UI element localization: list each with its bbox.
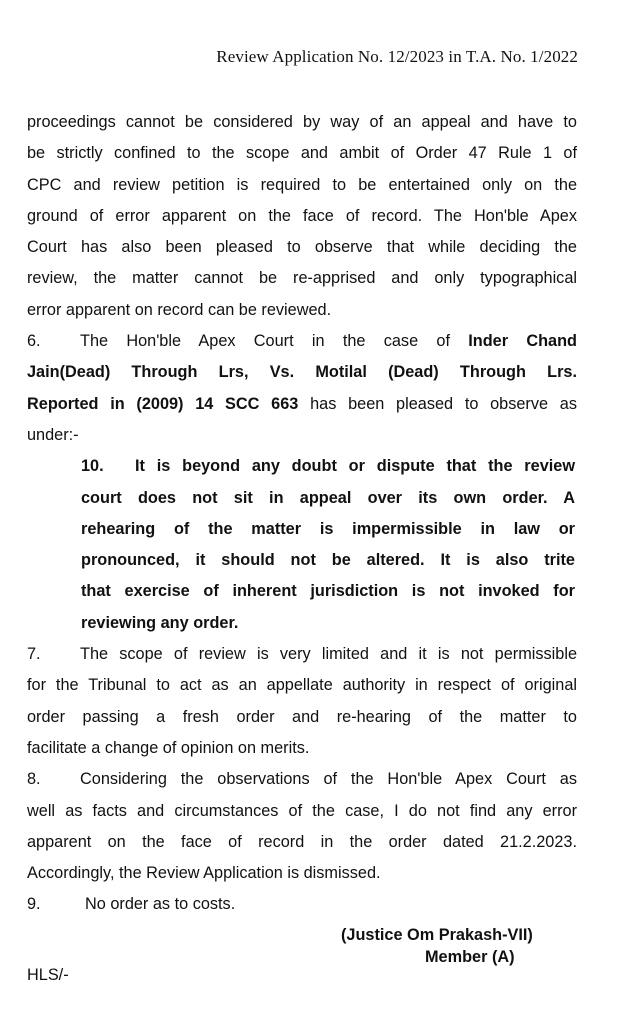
text-line: facilitate a change of opinion on merits. (27, 738, 310, 757)
order-body (27, 107, 577, 921)
text-line: be strictly confined to the scope and ambit of Order 47 Rule 1 of (27, 144, 577, 163)
text-line: ground of error apparent on the face of record. The Hon'ble Apex (27, 206, 577, 225)
paragraph-number: 9. (27, 895, 41, 914)
text-line: order passing a fresh order and re-hearing of the matter to (27, 707, 577, 726)
text-line (27, 639, 577, 670)
quote-line: rehearing of the matter is impermissible in law or (81, 519, 575, 538)
paragraph-9 (27, 889, 577, 920)
quoted-passage (81, 451, 575, 639)
text-line: proceedings cannot be considered by way of an appeal and have to (27, 113, 577, 131)
text-line: error apparent on record can be reviewed. (27, 300, 332, 319)
quote-line: that exercise of inherent jurisdiction is not invoked for (81, 582, 575, 601)
text-segment: Considering the observations of the Hon'ble Apex Court as (80, 770, 577, 789)
signature-block (341, 924, 533, 968)
quote-line (81, 451, 575, 482)
paragraph-continuation (27, 107, 577, 326)
citation-bold: Reported in (2009) 14 SCC 663 (27, 394, 299, 413)
text-line: CPC and review petition is required to be entertained only on the (27, 175, 577, 194)
paragraph-number: 6. (27, 332, 41, 351)
text-segment: It is beyond any doubt or dispute that the review (135, 457, 575, 476)
case-name-bold: Inder Chand (468, 332, 577, 351)
typist-initials: HLS/- (27, 966, 69, 984)
text-line: apparent on the face of record in the order dated 21.2.2023. (27, 832, 577, 851)
text-line (27, 764, 577, 795)
text-line: Court has also been pleased to observe that while deciding the (27, 238, 577, 257)
quote-number: 10. (81, 457, 104, 476)
judge-name: (Justice Om Prakash-VII) (341, 926, 533, 944)
quote-line: reviewing any order. (81, 613, 239, 632)
text-segment: has been pleased to observe as (310, 394, 577, 413)
paragraph-6 (27, 326, 577, 451)
paragraph-8 (27, 764, 577, 889)
text-line (27, 326, 577, 357)
quote-line: pronounced, it should not be altered. It is also trite (81, 551, 575, 570)
case-name-bold: Jain(Dead) Through Lrs, Vs. Motilal (Dead) Through Lrs. (27, 363, 577, 382)
paragraph-number: 7. (27, 645, 41, 664)
paragraph-number: 8. (27, 770, 41, 789)
text-segment: The Hon'ble Apex Court in the case of (80, 332, 450, 351)
text-line: for the Tribunal to act as an appellate authority in respect of original (27, 676, 577, 695)
text-line: Accordingly, the Review Application is dismissed. (27, 864, 381, 883)
quote-line: court does not sit in appeal over its own order. A (81, 488, 575, 507)
text-line: review, the matter cannot be re-apprised and only typographical (27, 269, 577, 288)
text-line: well as facts and circumstances of the case, I do not find any error (27, 801, 577, 820)
text-line (27, 389, 577, 420)
text-segment: The scope of review is very limited and it is not permissible (80, 645, 577, 664)
text-segment: No order as to costs. (85, 895, 236, 914)
text-line: under:- (27, 425, 79, 444)
case-reference-header: Review Application No. 12/2023 in T.A. No. 1/2022 (216, 47, 578, 66)
judge-designation: Member (A) (425, 948, 515, 966)
paragraph-7 (27, 639, 577, 764)
text-line (27, 889, 577, 920)
